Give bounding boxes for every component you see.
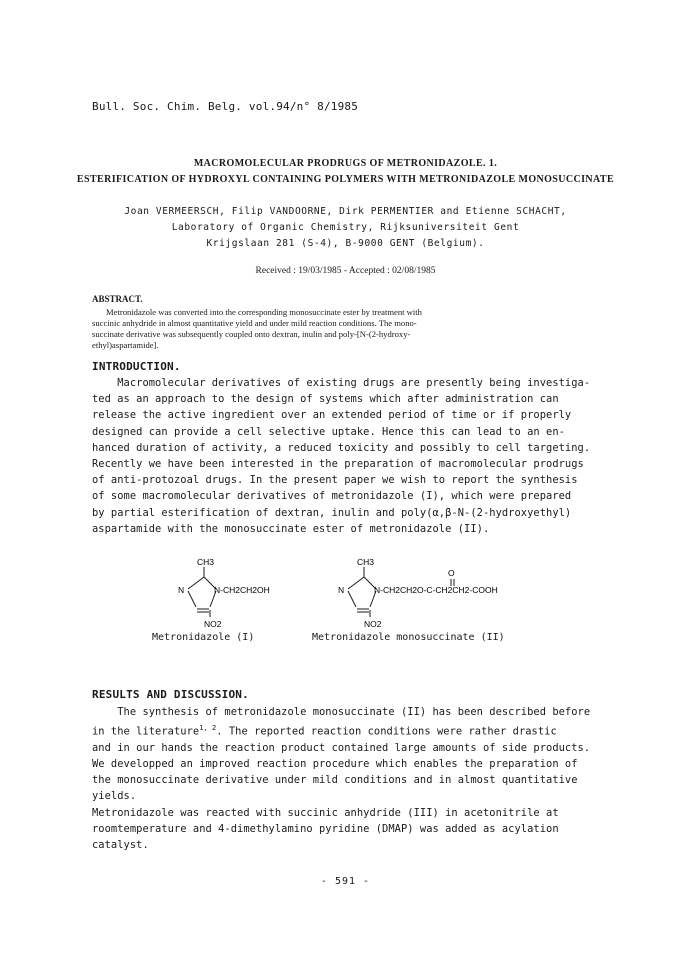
struct2-carbonyl-oxygen: O: [448, 568, 455, 578]
reference-superscript: 1, 2: [199, 724, 217, 733]
body-line: ted as an approach to the design of systems which after administration can: [92, 393, 559, 406]
body-line: We developped an improved reaction procedure which enables the preparation of: [92, 758, 578, 771]
body-line: release the active ingredient over an extended period of time or if properly: [92, 409, 572, 422]
body-line: the monosuccinate derivative under mild conditions and in almost quantitative: [92, 774, 578, 787]
abstract-line: succinic anhydride in almost quantitative yield and under mild reaction conditions. The mono-: [92, 318, 417, 328]
chemical-structures: [150, 555, 550, 633]
journal-citation: Bull. Soc. Chim. Belg. vol.94/n° 8/1985: [92, 100, 359, 113]
body-line: designed can provide a cell selective uptake. Hence this can lead to an en-: [92, 425, 565, 438]
body-line: Metronidazole was reacted with succinic anhydride (III) in acetonitrile at: [92, 806, 559, 819]
abstract-line: succinate derivative was subsequently coupled onto dextran, inulin and poly-[N-(2-hydroxy-: [92, 329, 411, 339]
body-line: catalyst.: [92, 839, 149, 852]
structure-2-label: Metronidazole monosuccinate (II): [312, 632, 505, 643]
page-number: - 591 -: [320, 876, 371, 887]
body-line: [92, 720, 602, 740]
introduction-heading: INTRODUCTION.: [92, 360, 181, 373]
received-accepted-dates: Received : 19/03/1985 - Accepted : 02/08/1985: [255, 266, 436, 276]
body-line: Macromolecular derivatives of existing drugs are presently being investiga-: [92, 377, 591, 389]
title-line-2: ESTERIFICATION OF HYDROXYL CONTAINING POLYMERS WITH METRONIDAZOLE MONOSUCCINATE: [76, 174, 615, 185]
struct1-chain: N-CH2CH2OH: [214, 585, 270, 595]
authors-line: Joan VERMEERSCH, Filip VANDOORNE, Dirk PERMENTIER and Etienne SCHACHT,: [124, 206, 567, 217]
results-text: [92, 704, 602, 853]
body-line: of some macromolecular derivatives of metronidazole (I), which were prepared: [92, 490, 572, 503]
body-line: roomtemperature and 4-dimethylamino pyridine (DMAP) was added as acylation: [92, 822, 559, 835]
introduction-text: [92, 375, 602, 537]
body-line: Recently we have been interested in the preparation of macromolecular prodrugs: [92, 458, 584, 471]
address-line: Krijgslaan 281 (S-4), B-9000 GENT (Belgium).: [206, 238, 485, 249]
struct2-chain: N-CH2CH2O-C-CH2CH2-COOH: [374, 585, 498, 595]
metronidazole-structure: [188, 567, 216, 617]
struct2-nitro: NO2: [364, 619, 382, 629]
abstract-line: Metronidazole was converted into the corresponding monosuccinate ester by treatment with: [106, 307, 422, 317]
struct2-ring-n: N: [338, 585, 345, 595]
body-line: yields.: [92, 790, 137, 803]
body-line: The synthesis of metronidazole monosuccinate (II) has been described before: [92, 706, 591, 718]
affiliation-line: Laboratory of Organic Chemistry, Rijksuniversiteit Gent: [171, 222, 520, 233]
abstract-line: ethyl)aspartamide].: [92, 340, 159, 350]
structure-1-label: Metronidazole (I): [152, 632, 255, 643]
results-heading: RESULTS AND DISCUSSION.: [92, 688, 249, 701]
body-fragment: . The reported reaction conditions were rather drastic: [216, 725, 557, 738]
body-line: and in our hands the reaction product contained large amounts of side products.: [92, 741, 591, 754]
struct1-ring-n: N: [178, 585, 185, 595]
struct1-methyl: CH3: [197, 557, 215, 567]
body-fragment: in the literature: [92, 725, 200, 738]
struct2-methyl: CH3: [357, 557, 375, 567]
title-line-1: MACROMOLECULAR PRODRUGS OF METRONIDAZOLE. 1.: [193, 158, 498, 169]
abstract-heading: ABSTRACT.: [92, 294, 143, 304]
abstract-text: [92, 307, 604, 351]
body-line: aspartamide with the monosuccinate ester of metronidazole (II).: [92, 522, 490, 535]
struct1-nitro: NO2: [204, 619, 222, 629]
body-line: of anti-protozoal drugs. In the present paper we wish to report the synthesis: [92, 474, 578, 487]
body-line: by partial esterification of dextran, inulin and poly(α,β-N-(2-hydroxyethyl): [92, 506, 572, 519]
body-line: hanced duration of activity, a reduced toxicity and possibly to cell targeting.: [92, 441, 591, 454]
